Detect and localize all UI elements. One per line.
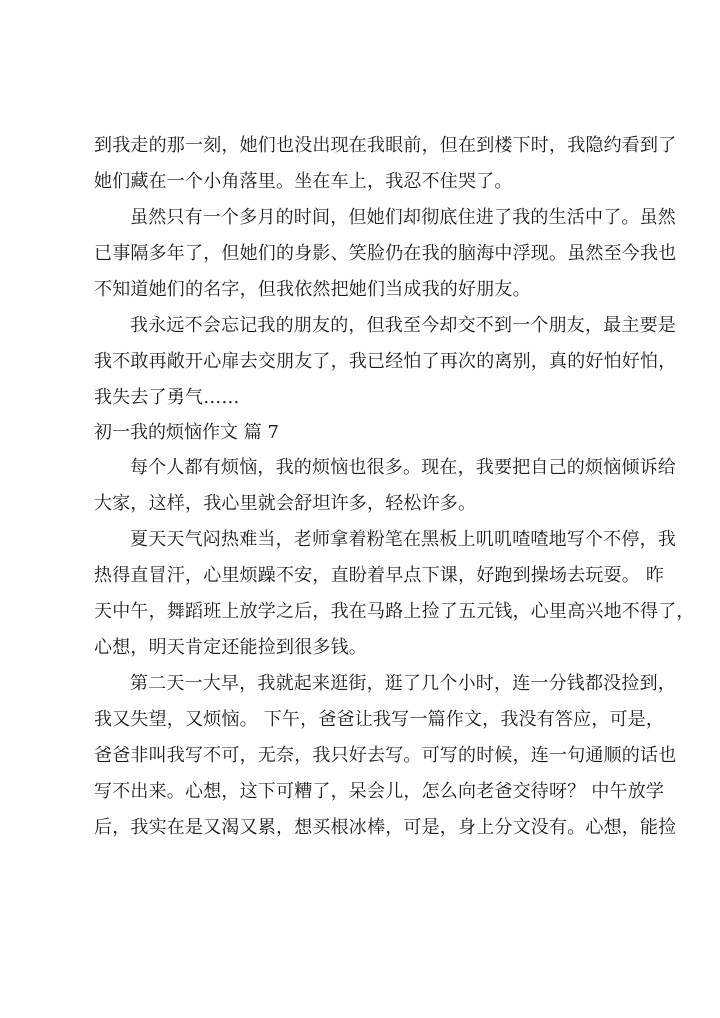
text-line: 热得直冒汗，心里烦躁不安，直盼着早点下课，好跑到操场去玩耍。 昨 [94,565,665,586]
paragraph [94,522,695,666]
text-line: 爸爸非叫我写不可，无奈，我只好去写。可写的时候，连一句通顺的话也 [94,745,677,766]
paragraph [94,450,676,522]
text-line: 后，我实在是又渴又累，想买根冰棒，可是，身上分文没有。心想，能捡 [94,817,677,838]
text-line: 虽然只有一个多月的时间，但她们却彻底住进了我的生活中了。虽然 [130,207,676,228]
text-line: 不知道她们的名字，但我依然把她们当成我的好朋友。 [94,279,531,300]
paragraph [94,666,677,846]
paragraph [94,128,677,200]
section-heading: 初一我的烦恼作文 篇 7 [94,422,279,443]
text-line: 写不出来。心想，这下可糟了，呆会儿，怎么向老爸交待呀？ 中午放学 [94,781,665,802]
text-line: 天中午，舞蹈班上放学之后，我在马路上捡了五元钱，心里高兴地不得了， [94,601,695,622]
text-line: 到我走的那一刻，她们也没出现在我眼前，但在到楼下时，我隐约看到了 [94,135,677,156]
paragraph [94,308,677,416]
text-line: 她们藏在一个小角落里。坐在车上，我忍不住哭了。 [94,171,513,192]
text-line: 心想，明天肯定还能捡到很多钱。 [94,637,367,658]
text-line: 每个人都有烦恼，我的烦恼也很多。现在，我要把自己的烦恼倾诉给 [130,457,676,478]
paragraph [94,200,677,308]
text-line: 我又失望，又烦恼。 下午，爸爸让我写一篇作文，我没有答应，可是， [94,709,665,730]
text-line: 已事隔多年了，但她们的身影、笑脸仍在我的脑海中浮现。虽然至今我也 [94,243,677,264]
text-line: 大家，这样，我心里就会舒坦许多，轻松许多。 [94,493,477,514]
document-page [94,128,695,846]
text-line: 我失去了勇气…… [94,387,240,408]
text-line: 第二天一大早，我就起来逛街，逛了几个小时，连一分钱都没捡到， [130,673,676,694]
text-line: 我不敢再敞开心扉去交朋友了，我已经怕了再次的离别，真的好怕好怕， [94,351,677,372]
text-line: 夏天天气闷热难当，老师拿着粉笔在黑板上叽叽喳喳地写个不停，我 [130,529,676,550]
text-line: 我永远不会忘记我的朋友的，但我至今却交不到一个朋友，最主要是 [130,315,676,336]
